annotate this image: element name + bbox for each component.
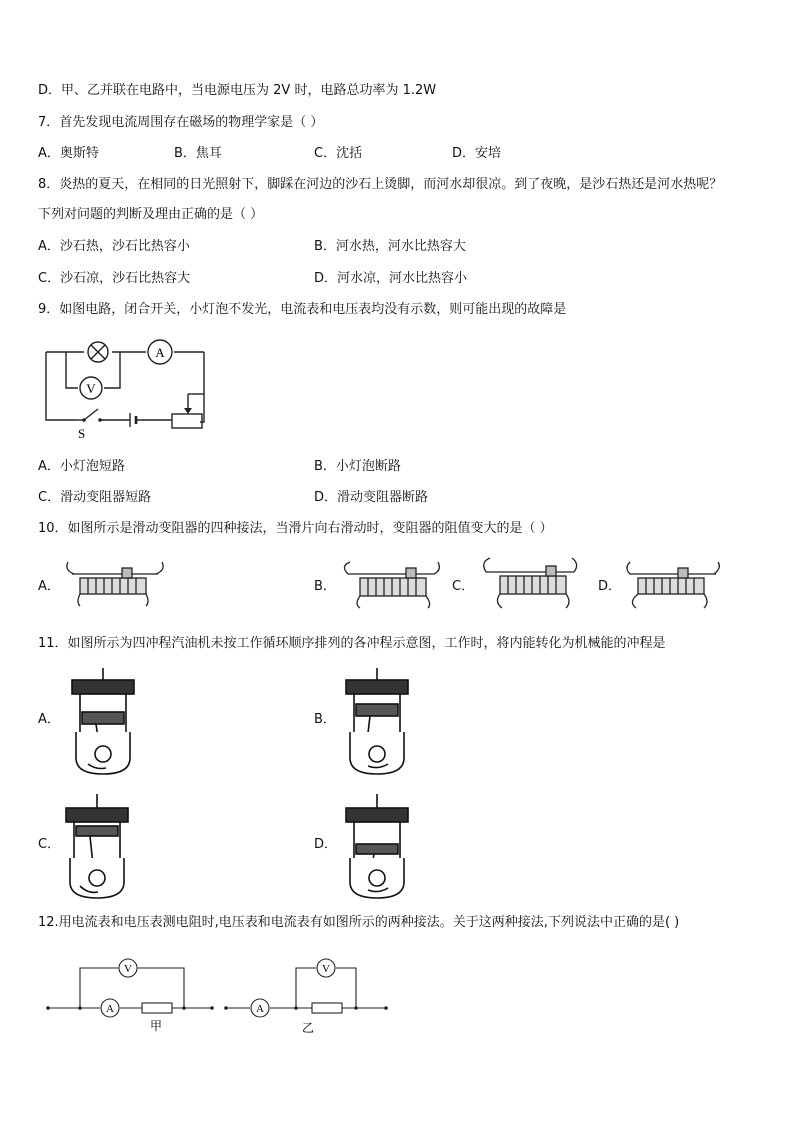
- bulb-icon: [88, 342, 108, 362]
- q10-option-d-label: D．: [598, 579, 622, 594]
- voltmeter-label: V: [86, 381, 96, 396]
- jia-label: 甲: [149, 1019, 163, 1033]
- q7-option-c: C．沈括: [314, 146, 363, 161]
- q11-engine-a-image: [66, 666, 140, 778]
- q11-engine-b-image: [340, 666, 414, 778]
- q11-option-d-label: D．: [314, 837, 338, 852]
- q10-rheostat-b-image: [338, 560, 444, 610]
- q10-rheostat-d-image: [620, 560, 726, 610]
- q10-rheostat-c-image: [476, 556, 582, 610]
- jia-voltmeter-icon: [119, 959, 137, 977]
- q7-stem: 7．首先发现电流周围存在磁场的物理学家是（ ）: [38, 115, 324, 130]
- q8-option-c: C．沙石凉，沙石比热容大: [38, 271, 191, 286]
- jia-ammeter-icon: [101, 999, 119, 1017]
- q12-circuit-diagrams: [44, 952, 394, 1036]
- yi-ammeter-label: A: [256, 1003, 264, 1015]
- yi-voltmeter-icon: [317, 959, 335, 977]
- yi-voltmeter-label: V: [322, 963, 330, 975]
- switch-label: S: [78, 426, 86, 441]
- q7-option-b: B．焦耳: [174, 146, 222, 161]
- q10-rheostat-a-image: [62, 560, 168, 610]
- yi-label: 乙: [301, 1021, 315, 1035]
- q8-option-d: D．河水凉，河水比热容小: [314, 271, 468, 286]
- q10-option-c-label: C．: [452, 579, 475, 594]
- q8-stem-line1: 8．炎热的夏天，在相同的日光照射下，脚踩在河边的沙石上烫脚，而河水却很凉。到了夜晚，是沙石热还是河水热呢？: [38, 177, 723, 192]
- voltmeter-icon: [80, 377, 102, 399]
- jia-ammeter-label: A: [106, 1003, 114, 1015]
- q11-engine-d-image: [340, 790, 414, 902]
- q10-stem: 10．如图所示是滑动变阻器的四种接法，当滑片向右滑动时，变阻器的阻值变大的是（ ）: [38, 521, 553, 536]
- q11-option-b-label: B．: [314, 712, 336, 727]
- q11-option-c-label: C．: [38, 837, 61, 852]
- jia-voltmeter-label: V: [124, 963, 132, 975]
- q9-stem: 9．如图电路，闭合开关，小灯泡不发光，电流表和电压表均没有示数，则可能出现的故障是: [38, 302, 567, 317]
- q8-stem-line2: 下列对问题的判断及理由正确的是（ ）: [38, 207, 264, 222]
- q11-engine-c-image: [60, 790, 134, 902]
- q8-option-a: A．沙石热，沙石比热容小: [38, 239, 190, 254]
- q6-option-d: D．甲、乙并联在电路中，当电源电压为 2V 时，电路总功率为 1.2W: [38, 83, 437, 98]
- q9-circuit-diagram: [38, 332, 212, 442]
- yi-ammeter-icon: [251, 999, 269, 1017]
- q7-option-d: D．安培: [452, 146, 502, 161]
- q10-option-a-label: A．: [38, 579, 60, 594]
- q9-option-b: B．小灯泡断路: [314, 459, 401, 474]
- ammeter-icon: [148, 340, 172, 364]
- q10-option-b-label: B．: [314, 579, 336, 594]
- q9-option-a: A．小灯泡短路: [38, 459, 125, 474]
- ammeter-label: A: [155, 345, 165, 360]
- q7-option-a: A．奥斯特: [38, 146, 99, 161]
- q9-option-d: D．滑动变阻器断路: [314, 490, 429, 505]
- q11-option-a-label: A．: [38, 712, 60, 727]
- q11-stem: 11．如图所示为四冲程汽油机未按工作循环顺序排列的各冲程示意图，工作时，将内能转化为机械能的冲程是: [38, 636, 666, 651]
- q12-stem: 12.用电流表和电压表测电阻时,电压表和电流表有如图所示的两种接法。关于这两种接法,下列说法中正确的是( ): [38, 915, 680, 930]
- q9-option-c: C．滑动变阻器短路: [38, 490, 152, 505]
- q8-option-b: B．河水热，河水比热容大: [314, 239, 466, 254]
